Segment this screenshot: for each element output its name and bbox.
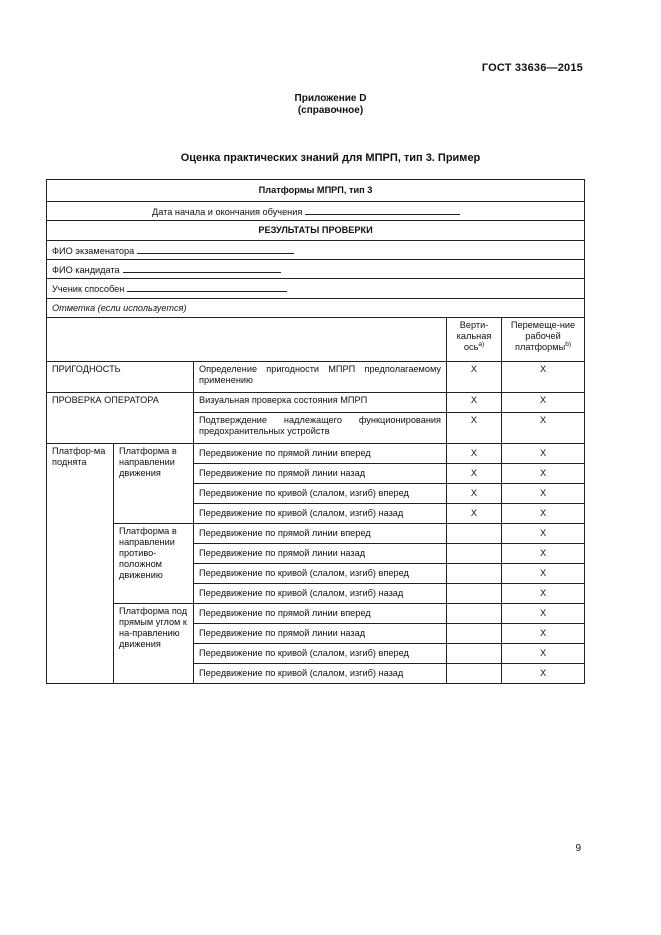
- annex-title: Приложение D: [294, 93, 367, 104]
- mark-platform: X: [502, 484, 585, 504]
- student-label: Ученик способен: [52, 284, 125, 294]
- page-number: 9: [575, 843, 581, 854]
- annex-heading: [0, 93, 661, 117]
- check-item-text: Передвижение по прямой линии назад: [194, 544, 447, 564]
- examiner-label: ФИО экзаменатора: [52, 245, 135, 256]
- assessment-table: [46, 179, 585, 684]
- group-label-perpendicular: Платформа под прямым углом к на-правлению движения: [114, 604, 194, 684]
- page-title: Оценка практических знаний для МПРП, тип 3. Пример: [180, 152, 481, 164]
- candidate-label: ФИО кандидата: [52, 264, 120, 275]
- column-header-vertical-text: Верти-кальная ось: [456, 320, 492, 352]
- mark-vertical: X: [447, 393, 502, 413]
- examiner-line[interactable]: [137, 244, 294, 254]
- mark-vertical: X: [447, 413, 502, 444]
- column-header-platform: [502, 318, 585, 362]
- mark-platform: X: [502, 393, 585, 413]
- mark-vertical: X: [447, 484, 502, 504]
- dates-line[interactable]: [305, 205, 460, 215]
- mark-platform: X: [502, 464, 585, 484]
- mark-platform: X: [502, 604, 585, 624]
- check-item-text: Передвижение по прямой линии назад: [194, 624, 447, 644]
- mark-vertical: [447, 664, 502, 684]
- mark-platform: X: [502, 644, 585, 664]
- footnote-b-marker: b): [565, 340, 571, 348]
- section-label-operator: ПРОВЕРКА ОПЕРАТОРА: [47, 393, 194, 444]
- check-item-text: Передвижение по кривой (слалом, изгиб) вперед: [194, 564, 447, 584]
- student-row: [47, 279, 585, 299]
- mark-vertical: [447, 544, 502, 564]
- mark-vertical: [447, 584, 502, 604]
- check-item-text: Передвижение по кривой (слалом, изгиб) вперед: [194, 484, 447, 504]
- mark-platform: X: [502, 504, 585, 524]
- annex-subtitle: (справочное): [297, 105, 364, 116]
- check-item-text: Определение пригодности МПРП предполагаемому применению: [194, 362, 447, 393]
- mark-platform: X: [502, 544, 585, 564]
- mark-vertical: X: [447, 464, 502, 484]
- mark-vertical: [447, 524, 502, 544]
- mark-platform: X: [502, 564, 585, 584]
- check-item-text: Передвижение по кривой (слалом, изгиб) назад: [194, 504, 447, 524]
- document-code: ГОСТ 33636—2015: [481, 62, 583, 74]
- check-item-text: Передвижение по кривой (слалом, изгиб) вперед: [194, 644, 447, 664]
- header-blank-cell: [47, 318, 447, 362]
- platform-heading: Платформы МПРП, тип 3: [47, 180, 585, 202]
- mark-vertical: [447, 624, 502, 644]
- candidate-line[interactable]: [123, 263, 281, 273]
- column-header-platform-text: Перемеще-ние рабочей платформы: [510, 320, 576, 352]
- examiner-row: [47, 241, 585, 260]
- check-item-text: Визуальная проверка состояния МПРП: [194, 393, 447, 413]
- mark-platform: X: [502, 362, 585, 393]
- results-heading: РЕЗУЛЬТАТЫ ПРОВЕРКИ: [47, 221, 585, 241]
- section-label-fitness: ПРИГОДНОСТЬ: [47, 362, 194, 393]
- mark-vertical: [447, 644, 502, 664]
- check-item-text: Передвижение по прямой линии назад: [194, 464, 447, 484]
- student-line[interactable]: [127, 282, 287, 292]
- check-item-text: Передвижение по кривой (слалом, изгиб) назад: [194, 584, 447, 604]
- dates-label: Дата начала и окончания обучения: [152, 206, 303, 217]
- column-header-vertical: [447, 318, 502, 362]
- footnote-a-marker: a): [478, 340, 485, 348]
- mark-platform: X: [502, 584, 585, 604]
- mark-vertical: X: [447, 444, 502, 464]
- candidate-row: [47, 260, 585, 279]
- mark-platform: X: [502, 413, 585, 444]
- check-item-text: Передвижение по кривой (слалом, изгиб) назад: [194, 664, 447, 684]
- section-label-raised: Платфор-ма поднята: [47, 444, 114, 684]
- mark-vertical: [447, 604, 502, 624]
- mark-platform: X: [502, 624, 585, 644]
- mark-platform: X: [502, 444, 585, 464]
- mark-vertical: X: [447, 362, 502, 393]
- mark-vertical: X: [447, 504, 502, 524]
- group-label-forward: Платформа в направлении движения: [114, 444, 194, 524]
- mark-platform: X: [502, 664, 585, 684]
- check-item-text: Передвижение по прямой линии вперед: [194, 604, 447, 624]
- check-item-text: Передвижение по прямой линии вперед: [194, 524, 447, 544]
- mark-platform: X: [502, 524, 585, 544]
- mark-vertical: [447, 564, 502, 584]
- mark-row: Отметка (если используется): [47, 299, 585, 318]
- group-label-opposite: Платформа в направлении противо-положном движению: [114, 524, 194, 604]
- check-item-text: Передвижение по прямой линии вперед: [194, 444, 447, 464]
- check-item-text: Подтверждение надлежащего функционирования предохранительных устройств: [194, 413, 447, 444]
- dates-row: [47, 202, 585, 221]
